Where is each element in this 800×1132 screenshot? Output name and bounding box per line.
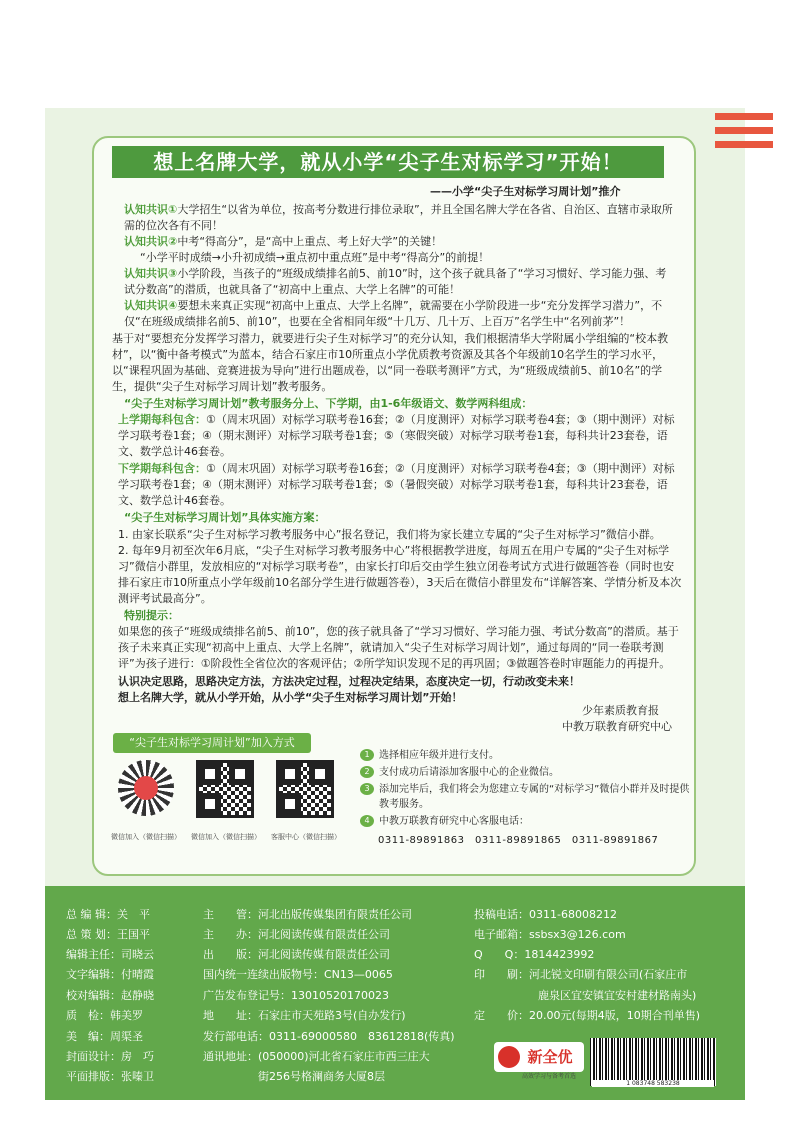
credit-1-2: 总 策 划：王国平: [66, 928, 150, 941]
join-steps: [360, 748, 690, 846]
credit-1-7: 美 编：周渠圣: [66, 1030, 143, 1043]
credit-2-3: 出 版：河北阅读传媒有限责任公司: [203, 948, 390, 961]
credit-1-3: 编辑主任：司晓云: [66, 948, 154, 961]
slogan-2: 想上名牌大学，就从小学开始，从小学“尖子生对标学习周计划”开始！: [118, 691, 463, 704]
credit-2-6: 地 址：石家庄市天苑路3号(自办发行): [203, 1009, 406, 1022]
consensus-2: 认知共识②中考“得高分”，是“高中上重点、考上好大学”的关键！: [124, 235, 443, 248]
credit-3-3: Q Q：1814423992: [474, 948, 595, 961]
brand-subtitle: 高效学习与备考首选: [522, 1073, 577, 1080]
headline: 想上名牌大学，就从小学“尖子生对标学习”开始！: [112, 146, 664, 178]
decorative-stripes: [715, 113, 773, 155]
credit-3-4: 印 刷：河北锐文印刷有限公司(石家庄市: [474, 968, 688, 981]
special-text: 如果您的孩子“班级成绩排名前5、前10”，您的孩子就具备了“学习习惯好、学习能力强、考试分数高”的潜质。基于孩子未来真正实现“初高中上重点、大学上名牌”，就请加入“尖子生对标学习周计划”，通过每周的“同一卷联考测评”为孩子进行：①阶段性全省位次的客观评估；②所学知识发现不足的再巩固；③做题答卷时审题能力的再提升。: [118, 625, 679, 670]
credit-2-4: 国内统一连续出版物号：CN13—0065: [203, 968, 393, 981]
credit-3-1: 投稿电话：0311-68008212: [474, 908, 617, 921]
credit-3-5: 鹿泉区宜安镇宜安村建材路南头): [538, 989, 697, 1002]
brand-mark-icon: [498, 1046, 520, 1068]
credit-1-6: 质 检：韩美罗: [66, 1009, 143, 1022]
credit-3-6: 定 价：20.00元(每期4版，10期合刊单售): [474, 1009, 701, 1022]
upper-semester: 上学期每科包含：①（周末巩固）对标学习联考卷16套；②（月度测评）对标学习联考卷4套；③（期中测评）对标学习联考卷1套；④（期末测评）对标学习联考卷1套；⑤（寒假突破）对标学习联考卷1套，每科共计23套卷，语文、数学总计46套卷。: [118, 413, 675, 458]
phone-numbers: 0311-89891863 0311-89891865 0311-89891867: [378, 835, 659, 846]
barcode-icon: [590, 1038, 716, 1086]
credit-2-8: 通讯地址：(050000)河北省石家庄市西三庄大: [203, 1050, 430, 1063]
barcode-number: 1 083748 583238: [592, 1080, 714, 1087]
lower-semester: 下学期每科包含：①（周末巩固）对标学习联考卷16套；②（月度测评）对标学习联考卷4套；③（期中测评）对标学习联考卷1套；④（期末测评）对标学习联考卷1套；⑤（暑假突破）对标学习联考卷1套，每科共计23套卷，语文、数学总计46套卷。: [118, 462, 675, 507]
consensus-1: 认知共识①大学招生“以省为单位，按高考分数进行排位录取”，并且全国名牌大学在各省、自治区、直辖市录取所需的位次各有不同！: [124, 203, 673, 232]
consensus-3: 认知共识③小学阶段，当孩子的“班级成绩排名前5、前10”时，这个孩子就具备了“学习习惯好、学习能力强、考试分数高”的潜质，也就具备了“初高中上重点、大学上名牌”的可能！: [124, 267, 667, 296]
credit-1-9: 平面排版：张嗪卫: [66, 1070, 154, 1083]
credit-2-2: 主 办：河北阅读传媒有限责任公司: [203, 928, 390, 941]
wechat-qr-icon[interactable]: [196, 760, 254, 818]
step-1: 1 选择相应年级并进行支付。: [360, 748, 690, 763]
step-3: 3 添加完毕后，我们将会为您建立专属的“对标学习”微信小群并及时提供教考服务。: [360, 782, 690, 812]
credit-3-2: 电子邮箱：ssbsx3@126.com: [474, 928, 626, 941]
brand-logo: 新全优: [494, 1042, 584, 1072]
credit-1-8: 封面设计：房 巧: [66, 1050, 154, 1063]
recommendation-line: ——小学“尖子生对标学习周计划”推介: [430, 185, 621, 198]
plan-item-2: 2. 每年9月初至次年6月底，“尖子生对标学习教考服务中心”将根据教学进度，每周五在用户专属的“尖子生对标学习”微信小群里，发放相应的“对标学习联考卷”，由家长打印后交由学生独立闭卷考试方式进行做题答卷（同时也安排石家庄市10所重点小学年级前10名部分学生进行做题答卷），3天后在微信小群里发布“详解答案、学情分析及本次测评考试最高分”。: [118, 544, 682, 605]
credit-2-1: 主 管：河北出版传媒集团有限责任公司: [203, 908, 412, 921]
plan-title: “尖子生对标学习周计划”具体实施方案：: [124, 511, 326, 524]
consensus-4: 认知共识④要想未来真正实现“初高中上重点、大学上名牌”，就需要在小学阶段进一步“充分发挥学习潜力”，不仅“在班级成绩排名前5、前10”，也要在全省相同年级“十几万、几十万、上百万”名学生中“名列前茅”！: [124, 299, 663, 328]
signature-1: 少年素质教育报: [582, 704, 659, 717]
signature-2: 中教万联教育研究中心: [562, 720, 672, 733]
plan-item-1: 1. 由家长联系“尖子生对标学习教考服务中心”报名登记，我们将为家长建立专属的“尖子生对标学习”微信小群。: [118, 528, 661, 541]
step-2: 2 支付成功后请添加客服中心的企业微信。: [360, 765, 690, 780]
qr-caption-1: 微信加入（微信扫描）: [111, 833, 181, 841]
credit-1-1: 总 编 辑：关 平: [66, 908, 150, 921]
credit-2-9: 街256号格澜商务大厦8层: [258, 1070, 385, 1083]
intro-paragraph: 基于对“要想充分发挥学习潜力，就要进行尖子生对标学习”的充分认知，我们根据清华大学附属小学组编的“校本教材”，以“衡中备考模式”为蓝本，结合石家庄市10所重点小学优质教考资源及其各个年级前10名学生的学习水平，以“课程巩固为基础、竞赛进拔为导向”进行出题成卷，以“同一卷联考测评”方式，为“班级成绩前5、前10名”的学生，提供“尖子生对标学习周计划”教考服务。: [112, 332, 669, 393]
consensus-2b: “小学平时成绩→小升初成绩→重点初中重点班”是中考“得高分”的前提！: [140, 251, 490, 264]
service-qr-icon[interactable]: [276, 760, 334, 818]
credit-1-4: 文字编辑：付晴霞: [66, 968, 154, 981]
service-description: “尖子生对标学习周计划”教考服务分上、下学期，由1-6年级语文、数学两科组成：: [124, 397, 533, 410]
mini-program-qr-icon[interactable]: [118, 760, 174, 816]
credit-2-7: 发行部电话：0311-69000580 83612818(传真): [203, 1030, 455, 1043]
slogan-1: 认识决定思路，思路决定方法，方法决定过程，过程决定结果，态度决定一切，行动改变未来！: [118, 675, 580, 688]
credit-1-5: 校对编辑：赵静晓: [66, 989, 154, 1002]
join-title: “尖子生对标学习周计划”加入方式: [113, 733, 311, 753]
credit-2-5: 广告发布登记号：13010520170023: [203, 989, 389, 1002]
qr-caption-3: 客服中心（微信扫描）: [271, 833, 341, 841]
special-title: 特别提示：: [124, 609, 179, 622]
step-4: 4 中教万联教育研究中心客服电话：: [360, 814, 690, 829]
qr-caption-2: 微信加入（微信扫描）: [191, 833, 261, 841]
